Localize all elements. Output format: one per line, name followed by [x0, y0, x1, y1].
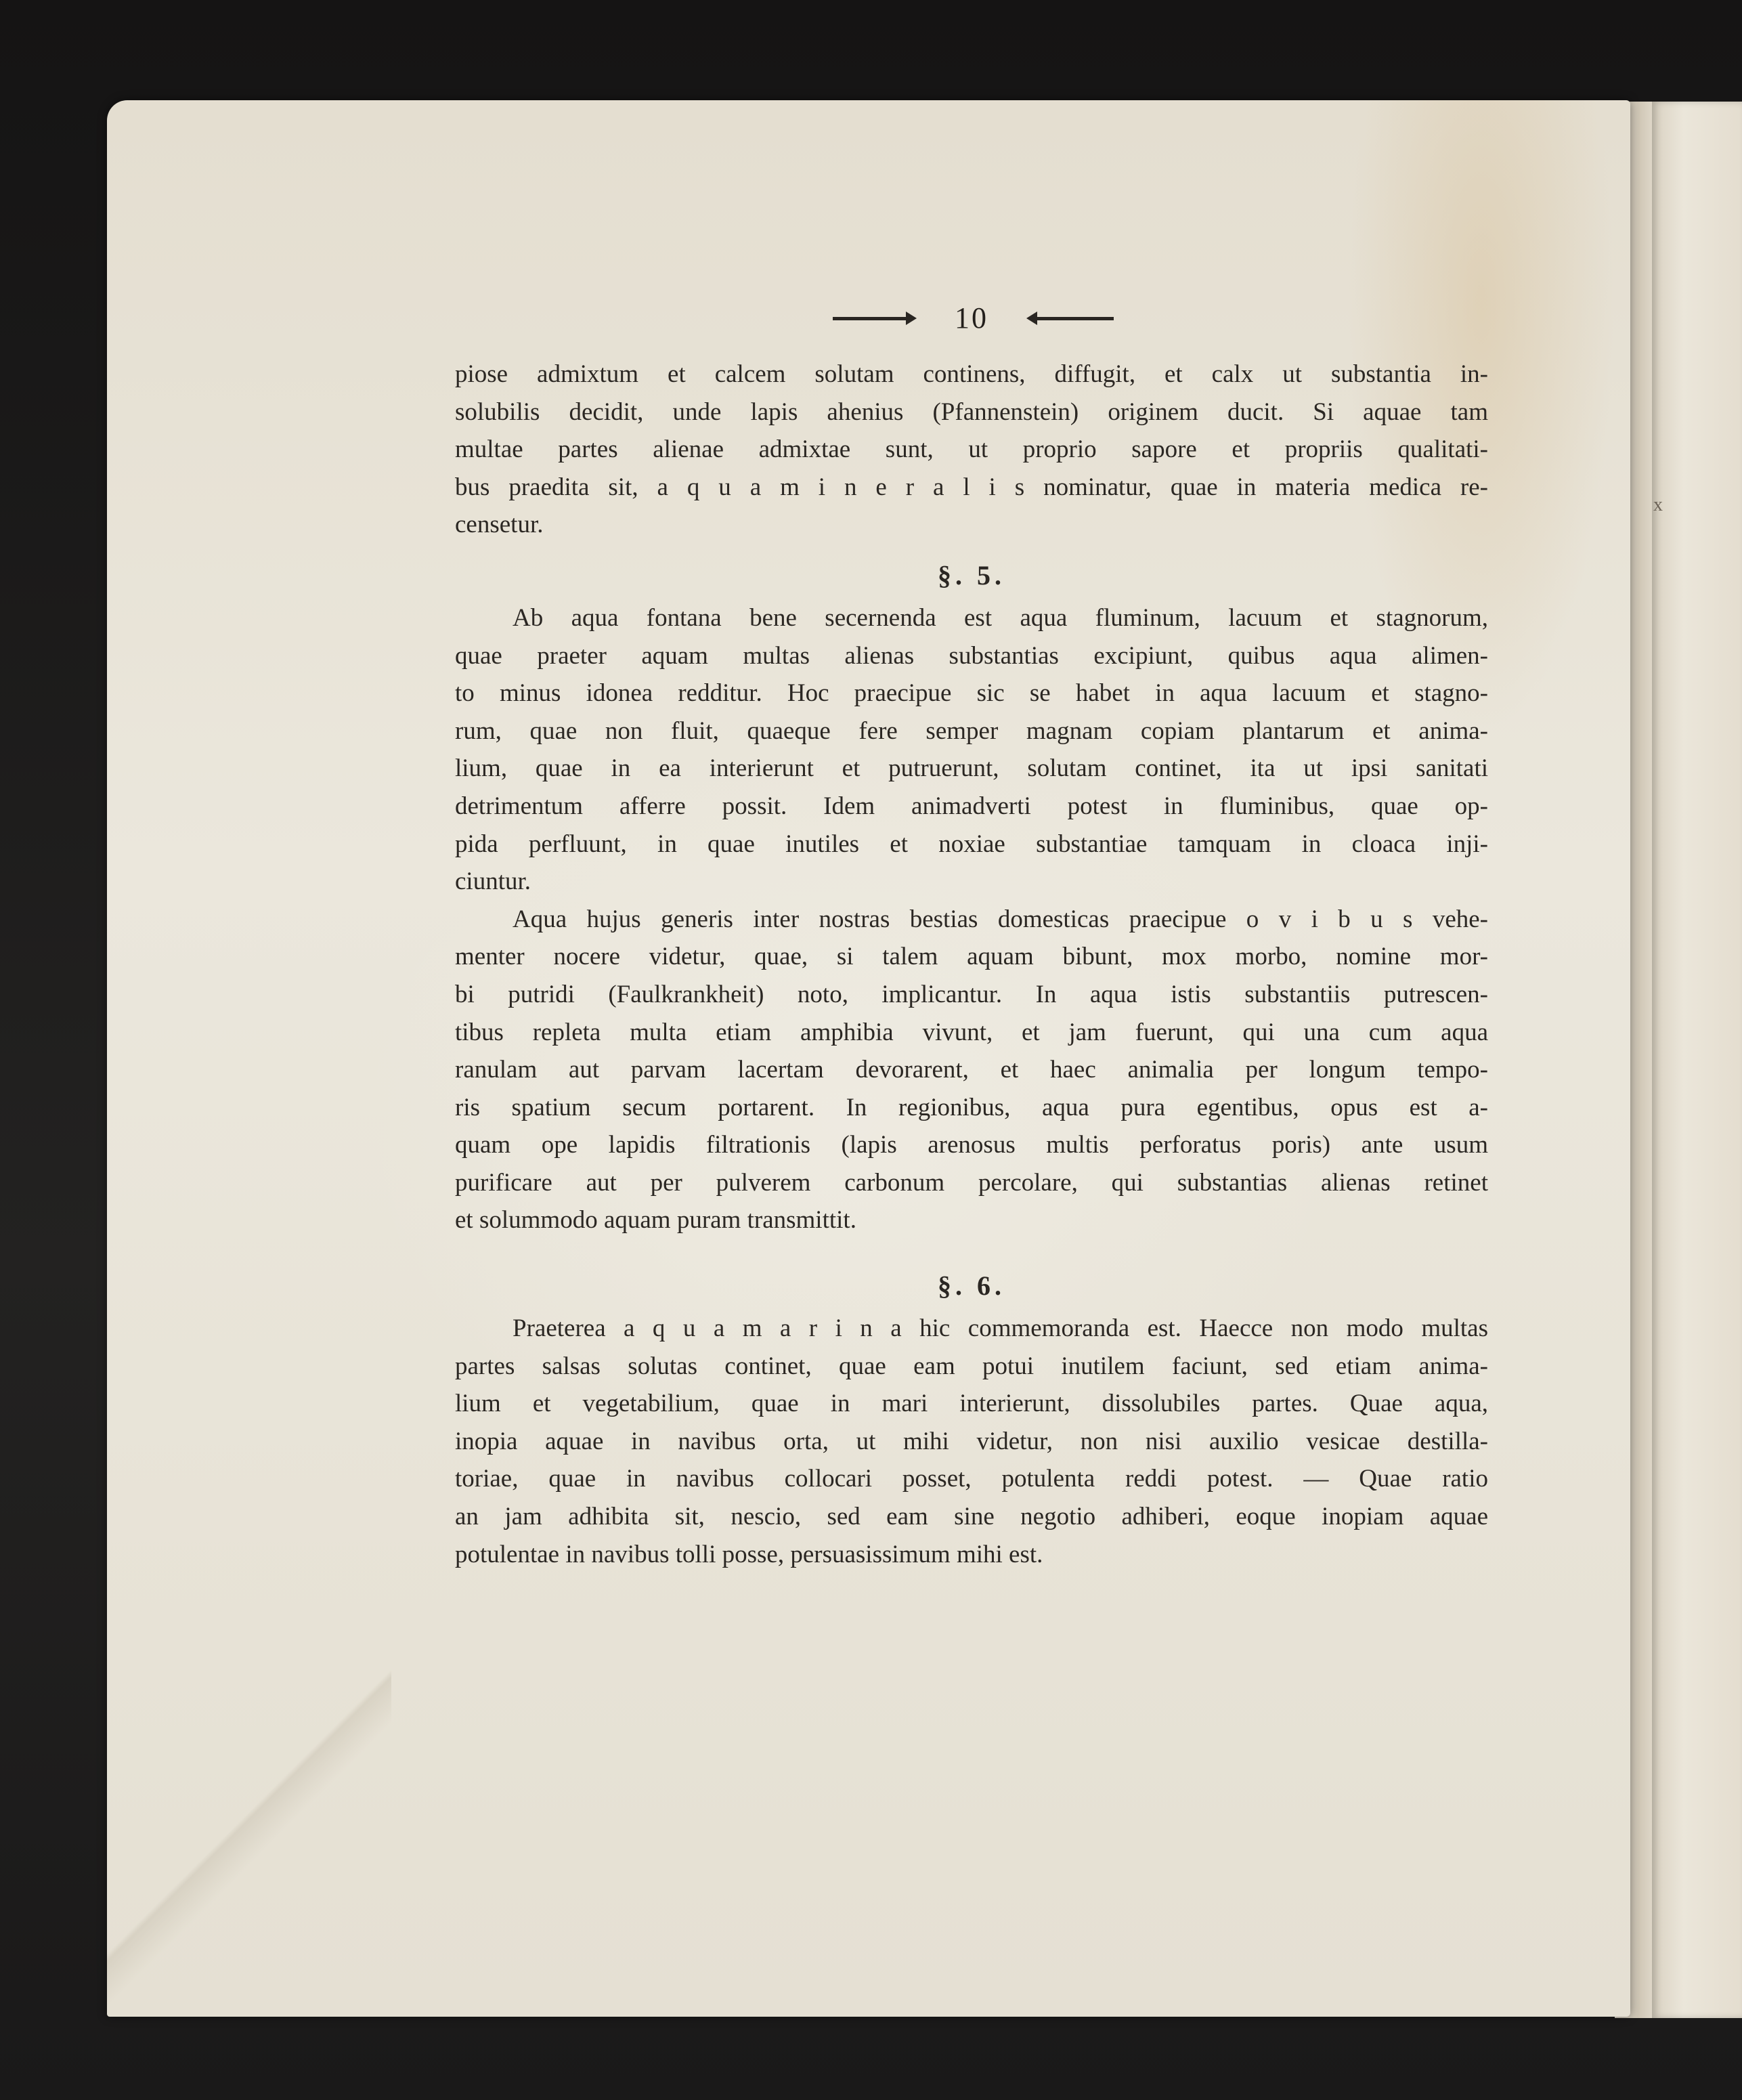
text-line: toriae, quae in navibus collocari posset, potulenta reddi potest. — Quae ratio	[455, 1465, 1488, 1493]
text-line: piose admixtum et calcem solutam continens, diffugit, et calx ut substantia in-	[455, 360, 1488, 388]
text-line: purificare aut per pulverem carbonum percolare, qui substantias alienas retinet	[455, 1168, 1488, 1197]
margin-mark: x	[1653, 494, 1663, 515]
text-line: to minus idonea redditur. Hoc praecipue sic se habet in aqua lacuum et stagno-	[455, 679, 1488, 708]
text-line: quae praeter aquam multas alienas substantias excipiunt, quibus aqua alimen-	[455, 641, 1488, 670]
text-line: quam ope lapidis filtrationis (lapis arenosus multis perforatus poris) ante usum	[455, 1131, 1488, 1159]
text-line: an jam adhibita sit, nescio, sed eam sine negotio adhiberi, eoque inopiam aquae	[455, 1503, 1488, 1531]
text-line: inopia aquae in navibus orta, ut mihi videtur, non nisi auxilio vesicae destilla-	[455, 1427, 1488, 1455]
text-line: solubilis decidit, unde lapis ahenius (Pfannenstein) originem ducit. Si aquae tam	[455, 398, 1488, 426]
text-line: bus praedita sit, a q u a m i n e r a l i s nominatur, quae in materia medica re-	[455, 473, 1488, 501]
text-line: rum, quae non fluit, quaeque fere semper magnam copiam plantarum et anima-	[455, 716, 1488, 745]
text-line: potulentae in navibus tolli posse, persuasissimum mihi est.	[455, 1540, 1043, 1568]
text-line: ciuntur.	[455, 867, 531, 896]
section-6-paragraph-1	[455, 1310, 1488, 1573]
text-line: menter nocere videtur, quae, si talem aquam bibunt, mox morbo, nomine mor-	[455, 943, 1488, 971]
text-line: et solummodo aquam puram transmittit.	[455, 1206, 856, 1235]
text-line: ranulam aut parvam lacertam devorarent, et haec animalia per longum tempo-	[455, 1056, 1488, 1084]
text-line: censetur.	[455, 511, 544, 539]
text-line: Praeterea a q u a m a r i n a hic commemoranda est. Haecce non modo multas	[513, 1314, 1488, 1343]
running-head-rule-left	[833, 317, 907, 320]
text-line: pida perfluunt, in quae inutiles et noxiae substantiae tamquam in cloaca inji-	[455, 830, 1488, 858]
section-5-paragraph-1	[455, 599, 1488, 901]
section-heading-6: §. 6.	[938, 1270, 1005, 1302]
page-number: 10	[955, 301, 988, 335]
text-line: Aqua hujus generis inter nostras bestias domesticas praecipue o v i b u s vehe-	[513, 905, 1488, 933]
facing-page-edge	[1652, 102, 1742, 2018]
running-head-rule-right	[1036, 317, 1114, 320]
text-line: detrimentum afferre possit. Idem animadverti potest in fluminibus, quae op-	[455, 792, 1488, 820]
text-line: lium et vegetabilium, quae in mari interierunt, dissolubiles partes. Quae aqua,	[455, 1390, 1488, 1418]
section-5-paragraph-2	[455, 901, 1488, 1239]
text-line: ris spatium secum portarent. In regionibus, aqua pura egentibus, opus est a-	[455, 1093, 1488, 1121]
continuation-paragraph	[455, 356, 1488, 544]
text-line: bi putridi (Faulkrankheit) noto, implicantur. In aqua istis substantiis putrescen-	[455, 980, 1488, 1008]
section-heading-5: §. 5.	[938, 559, 1005, 591]
text-line: lium, quae in ea interierunt et putruerunt, solutam continet, ita ut ipsi sanitati	[455, 754, 1488, 783]
page-corner-fold	[107, 1529, 391, 2017]
text-line: multae partes alienae admixtae sunt, ut proprio sapore et propriis qualitati-	[455, 435, 1488, 464]
text-line: tibus repleta multa etiam amphibia vivunt, et jam fuerunt, qui una cum aqua	[455, 1018, 1488, 1046]
text-line: partes salsas solutas continet, quae eam potui inutilem faciunt, sed etiam anima-	[455, 1352, 1488, 1380]
text-line: Ab aqua fontana bene secernenda est aqua fluminum, lacuum et stagnorum,	[513, 603, 1488, 632]
section-gap	[455, 1239, 1488, 1254]
running-head	[833, 298, 1104, 339]
body-text	[455, 356, 1488, 1573]
